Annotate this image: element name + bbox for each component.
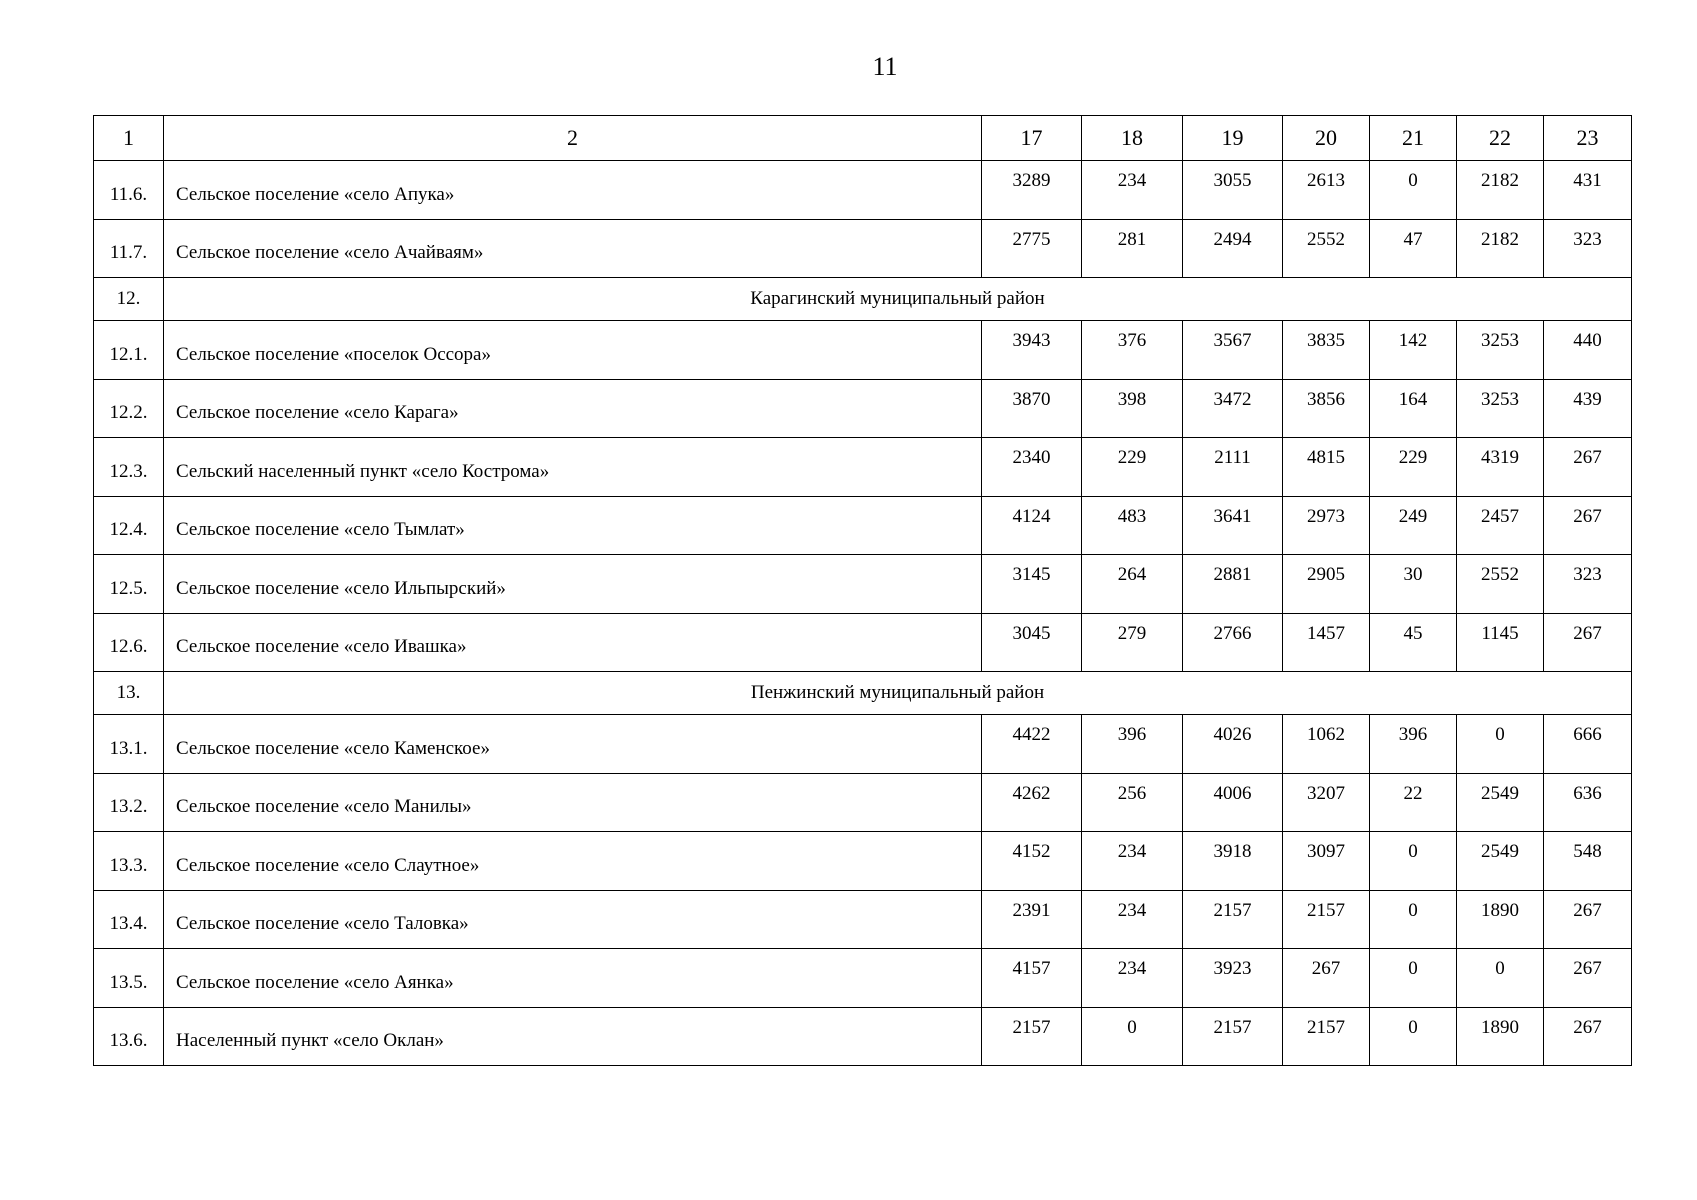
page-number: 11 — [872, 52, 898, 81]
value-cell: 267 — [1544, 438, 1632, 497]
value-cell: 548 — [1544, 832, 1632, 891]
value-cell: 1890 — [1457, 890, 1544, 949]
value-cell: 0 — [1370, 1007, 1457, 1066]
value-cell: 396 — [1370, 715, 1457, 774]
value-cell: 2340 — [982, 438, 1082, 497]
section-row — [94, 672, 1632, 715]
value-cell: 2549 — [1457, 773, 1544, 832]
value-cell: 0 — [1370, 890, 1457, 949]
value-cell: 164 — [1370, 379, 1457, 438]
header-cell: 2 — [164, 116, 982, 161]
value-cell: 2157 — [1283, 1007, 1370, 1066]
value-cell: 2613 — [1283, 161, 1370, 220]
value-cell: 267 — [1544, 613, 1632, 672]
row-number: 13.2. — [94, 773, 164, 832]
row-number: 12.1. — [94, 321, 164, 380]
value-cell: 4422 — [982, 715, 1082, 774]
row-number: 12.2. — [94, 379, 164, 438]
table-row — [94, 321, 1632, 380]
row-number: 13.6. — [94, 1007, 164, 1066]
value-cell: 2111 — [1183, 438, 1283, 497]
value-cell: 267 — [1544, 496, 1632, 555]
table-body — [94, 116, 1632, 1066]
section-title: Пенжинский муниципальный район — [164, 672, 1632, 715]
value-cell: 323 — [1544, 219, 1632, 278]
value-cell: 2549 — [1457, 832, 1544, 891]
settlement-name: Сельское поселение «село Аянка» — [164, 949, 982, 1008]
value-cell: 4319 — [1457, 438, 1544, 497]
value-cell: 281 — [1082, 219, 1183, 278]
settlement-name: Сельское поселение «село Апука» — [164, 161, 982, 220]
value-cell: 234 — [1082, 949, 1183, 1008]
value-cell: 3045 — [982, 613, 1082, 672]
value-cell: 3253 — [1457, 321, 1544, 380]
value-cell: 264 — [1082, 555, 1183, 614]
value-cell: 45 — [1370, 613, 1457, 672]
value-cell: 4262 — [982, 773, 1082, 832]
value-cell: 2552 — [1457, 555, 1544, 614]
settlement-name: Сельское поселение «село Манилы» — [164, 773, 982, 832]
value-cell: 3856 — [1283, 379, 1370, 438]
value-cell: 30 — [1370, 555, 1457, 614]
row-number: 12.6. — [94, 613, 164, 672]
table-row — [94, 496, 1632, 555]
table-row — [94, 832, 1632, 891]
value-cell: 3567 — [1183, 321, 1283, 380]
settlement-name: Сельское поселение «село Тымлат» — [164, 496, 982, 555]
value-cell: 431 — [1544, 161, 1632, 220]
value-cell: 2157 — [982, 1007, 1082, 1066]
value-cell: 3097 — [1283, 832, 1370, 891]
value-cell: 439 — [1544, 379, 1632, 438]
table-row — [94, 890, 1632, 949]
value-cell: 3055 — [1183, 161, 1283, 220]
row-number: 13.1. — [94, 715, 164, 774]
value-cell: 279 — [1082, 613, 1183, 672]
value-cell: 234 — [1082, 890, 1183, 949]
header-cell: 17 — [982, 116, 1082, 161]
value-cell: 3253 — [1457, 379, 1544, 438]
value-cell: 3918 — [1183, 832, 1283, 891]
value-cell: 3835 — [1283, 321, 1370, 380]
header-cell: 1 — [94, 116, 164, 161]
value-cell: 398 — [1082, 379, 1183, 438]
table-row — [94, 438, 1632, 497]
value-cell: 234 — [1082, 161, 1183, 220]
table-row — [94, 1007, 1632, 1066]
settlement-name: Сельское поселение «село Ильпырский» — [164, 555, 982, 614]
value-cell: 483 — [1082, 496, 1183, 555]
table-row — [94, 949, 1632, 1008]
section-title: Карагинский муниципальный район — [164, 278, 1632, 321]
value-cell: 636 — [1544, 773, 1632, 832]
settlement-name: Сельское поселение «село Карага» — [164, 379, 982, 438]
settlement-name: Сельское поселение «поселок Оссора» — [164, 321, 982, 380]
value-cell: 1145 — [1457, 613, 1544, 672]
table-row — [94, 219, 1632, 278]
value-cell: 3641 — [1183, 496, 1283, 555]
value-cell: 0 — [1082, 1007, 1183, 1066]
value-cell: 3472 — [1183, 379, 1283, 438]
row-number: 11.6. — [94, 161, 164, 220]
header-cell: 19 — [1183, 116, 1283, 161]
row-number: 13.5. — [94, 949, 164, 1008]
value-cell: 2905 — [1283, 555, 1370, 614]
value-cell: 229 — [1370, 438, 1457, 497]
value-cell: 2775 — [982, 219, 1082, 278]
row-number: 11.7. — [94, 219, 164, 278]
value-cell: 22 — [1370, 773, 1457, 832]
value-cell: 3145 — [982, 555, 1082, 614]
value-cell: 0 — [1457, 715, 1544, 774]
value-cell: 2182 — [1457, 219, 1544, 278]
value-cell: 4157 — [982, 949, 1082, 1008]
row-number: 13. — [94, 672, 164, 715]
value-cell: 3870 — [982, 379, 1082, 438]
value-cell: 0 — [1370, 832, 1457, 891]
table-row — [94, 773, 1632, 832]
value-cell: 267 — [1544, 890, 1632, 949]
value-cell: 3923 — [1183, 949, 1283, 1008]
value-cell: 3289 — [982, 161, 1082, 220]
value-cell: 2552 — [1283, 219, 1370, 278]
row-number: 12. — [94, 278, 164, 321]
value-cell: 1062 — [1283, 715, 1370, 774]
header-row — [94, 116, 1632, 161]
value-cell: 267 — [1544, 1007, 1632, 1066]
value-cell: 256 — [1082, 773, 1183, 832]
value-cell: 3207 — [1283, 773, 1370, 832]
value-cell: 0 — [1370, 161, 1457, 220]
value-cell: 249 — [1370, 496, 1457, 555]
row-number: 13.3. — [94, 832, 164, 891]
value-cell: 267 — [1283, 949, 1370, 1008]
table-row — [94, 555, 1632, 614]
value-cell: 229 — [1082, 438, 1183, 497]
data-table — [93, 115, 1632, 1066]
value-cell: 4152 — [982, 832, 1082, 891]
settlement-name: Сельское поселение «село Ивашка» — [164, 613, 982, 672]
settlement-name: Сельское поселение «село Ачайваям» — [164, 219, 982, 278]
row-number: 12.3. — [94, 438, 164, 497]
table-row — [94, 161, 1632, 220]
table-row — [94, 379, 1632, 438]
header-cell: 20 — [1283, 116, 1370, 161]
section-row — [94, 278, 1632, 321]
settlement-name: Сельское поселение «село Слаутное» — [164, 832, 982, 891]
value-cell: 2881 — [1183, 555, 1283, 614]
value-cell: 234 — [1082, 832, 1183, 891]
value-cell: 4026 — [1183, 715, 1283, 774]
value-cell: 4124 — [982, 496, 1082, 555]
header-cell: 18 — [1082, 116, 1183, 161]
value-cell: 2157 — [1183, 1007, 1283, 1066]
value-cell: 2182 — [1457, 161, 1544, 220]
settlement-name: Населенный пункт «село Оклан» — [164, 1007, 982, 1066]
settlement-name: Сельское поселение «село Таловка» — [164, 890, 982, 949]
value-cell: 2391 — [982, 890, 1082, 949]
value-cell: 0 — [1457, 949, 1544, 1008]
settlement-name: Сельский населенный пункт «село Кострома» — [164, 438, 982, 497]
value-cell: 323 — [1544, 555, 1632, 614]
value-cell: 2766 — [1183, 613, 1283, 672]
header-cell: 22 — [1457, 116, 1544, 161]
value-cell: 666 — [1544, 715, 1632, 774]
table-row — [94, 613, 1632, 672]
value-cell: 4815 — [1283, 438, 1370, 497]
value-cell: 396 — [1082, 715, 1183, 774]
value-cell: 47 — [1370, 219, 1457, 278]
value-cell: 3943 — [982, 321, 1082, 380]
header-cell: 23 — [1544, 116, 1632, 161]
value-cell: 2457 — [1457, 496, 1544, 555]
value-cell: 376 — [1082, 321, 1183, 380]
value-cell: 2157 — [1183, 890, 1283, 949]
value-cell: 2494 — [1183, 219, 1283, 278]
header-cell: 21 — [1370, 116, 1457, 161]
value-cell: 2157 — [1283, 890, 1370, 949]
table-row — [94, 715, 1632, 774]
row-number: 13.4. — [94, 890, 164, 949]
value-cell: 1457 — [1283, 613, 1370, 672]
value-cell: 440 — [1544, 321, 1632, 380]
value-cell: 142 — [1370, 321, 1457, 380]
value-cell: 0 — [1370, 949, 1457, 1008]
settlement-name: Сельское поселение «село Каменское» — [164, 715, 982, 774]
value-cell: 267 — [1544, 949, 1632, 1008]
value-cell: 4006 — [1183, 773, 1283, 832]
value-cell: 1890 — [1457, 1007, 1544, 1066]
value-cell: 2973 — [1283, 496, 1370, 555]
row-number: 12.5. — [94, 555, 164, 614]
row-number: 12.4. — [94, 496, 164, 555]
